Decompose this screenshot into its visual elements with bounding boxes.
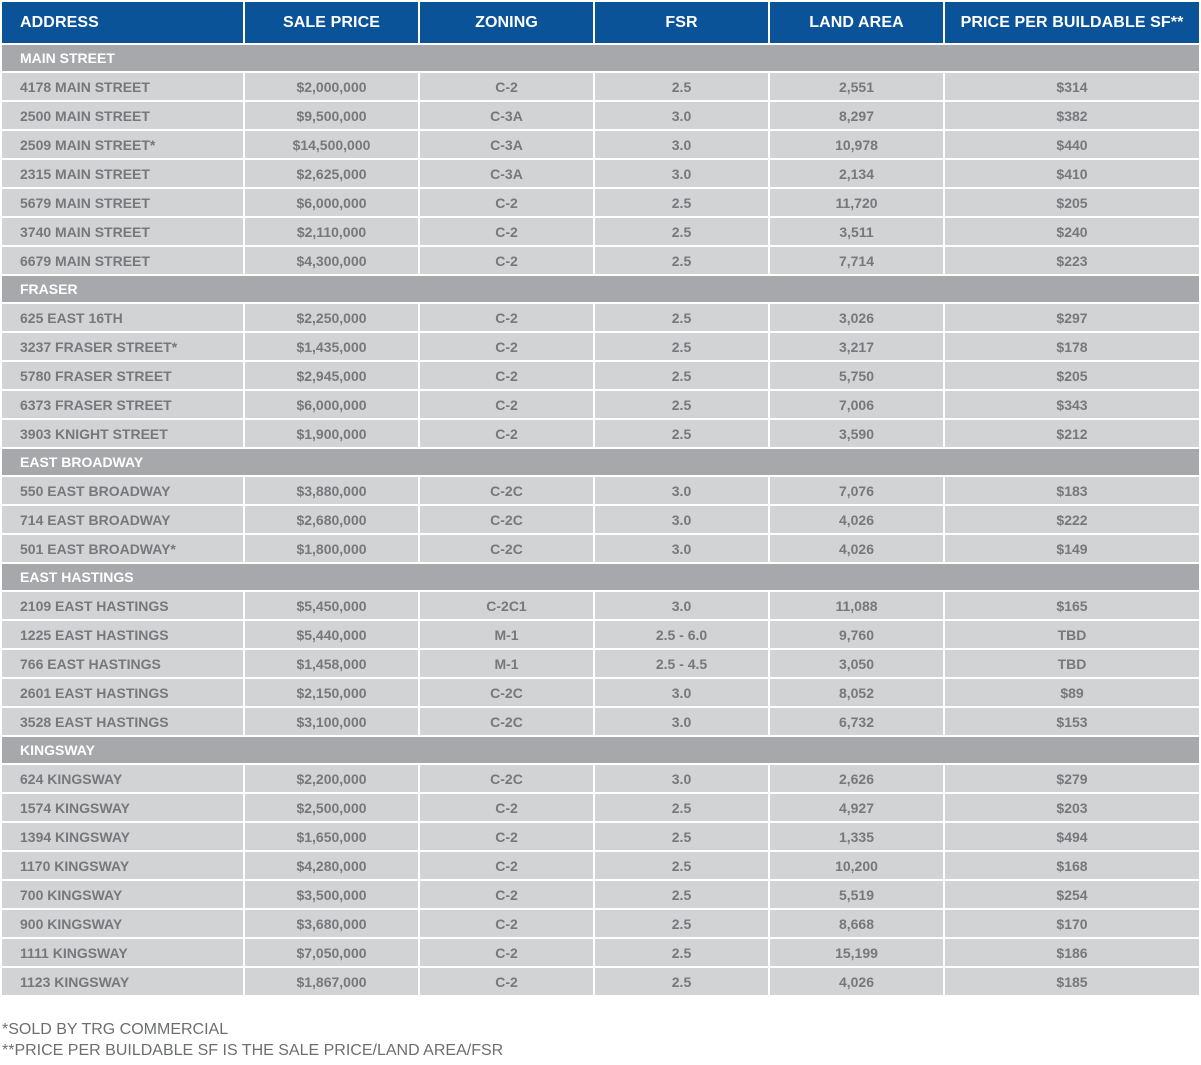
cell-price-per-buildable-sf: $89 (944, 678, 1199, 707)
cell-address: 5679 MAIN STREET (2, 188, 244, 217)
cell-zoning: C-3A (419, 159, 594, 188)
cell-zoning: C-2 (419, 909, 594, 938)
cell-land-area: 2,134 (769, 159, 944, 188)
table-header (2, 2, 1199, 44)
cell-address: 1170 KINGSWAY (2, 851, 244, 880)
cell-fsr: 3.0 (594, 534, 769, 563)
cell-zoning: C-2 (419, 419, 594, 448)
cell-address: 900 KINGSWAY (2, 909, 244, 938)
cell-sale-price: $1,800,000 (244, 534, 419, 563)
cell-zoning: C-2 (419, 188, 594, 217)
table-row (2, 649, 1199, 678)
cell-land-area: 3,590 (769, 419, 944, 448)
cell-sale-price: $2,625,000 (244, 159, 419, 188)
table-row (2, 505, 1199, 534)
cell-sale-price: $2,680,000 (244, 505, 419, 534)
footnote-sold-by: *SOLD BY TRG COMMERCIAL (2, 1021, 229, 1038)
cell-price-per-buildable-sf: TBD (944, 620, 1199, 649)
cell-price-per-buildable-sf: $212 (944, 419, 1199, 448)
cell-address: 501 EAST BROADWAY* (2, 534, 244, 563)
cell-land-area: 6,732 (769, 707, 944, 736)
table-row (2, 822, 1199, 851)
sales-table (2, 2, 1199, 997)
cell-zoning: C-2C (419, 707, 594, 736)
cell-zoning: C-2C (419, 505, 594, 534)
cell-land-area: 3,050 (769, 649, 944, 678)
cell-fsr: 3.0 (594, 130, 769, 159)
cell-land-area: 5,519 (769, 880, 944, 909)
cell-zoning: C-3A (419, 130, 594, 159)
table-row (2, 793, 1199, 822)
cell-sale-price: $4,280,000 (244, 851, 419, 880)
table-row (2, 101, 1199, 130)
cell-price-per-buildable-sf: $178 (944, 332, 1199, 361)
section-title: FRASER (2, 275, 1199, 303)
cell-zoning: C-2 (419, 967, 594, 996)
table-row (2, 764, 1199, 793)
cell-land-area: 4,026 (769, 505, 944, 534)
column-header-fsr: FSR (594, 2, 769, 44)
cell-zoning: C-2 (419, 217, 594, 246)
cell-fsr: 2.5 (594, 938, 769, 967)
cell-zoning: M-1 (419, 620, 594, 649)
cell-price-per-buildable-sf: $183 (944, 476, 1199, 505)
table-row (2, 534, 1199, 563)
cell-land-area: 4,026 (769, 967, 944, 996)
cell-land-area: 10,200 (769, 851, 944, 880)
cell-land-area: 3,026 (769, 303, 944, 332)
cell-price-per-buildable-sf: $440 (944, 130, 1199, 159)
cell-price-per-buildable-sf: $297 (944, 303, 1199, 332)
cell-zoning: C-2 (419, 851, 594, 880)
cell-fsr: 2.5 (594, 188, 769, 217)
cell-fsr: 3.0 (594, 678, 769, 707)
cell-sale-price: $6,000,000 (244, 390, 419, 419)
cell-zoning: C-2 (419, 246, 594, 275)
cell-fsr: 2.5 - 4.5 (594, 649, 769, 678)
cell-land-area: 2,626 (769, 764, 944, 793)
table-row (2, 909, 1199, 938)
cell-price-per-buildable-sf: $410 (944, 159, 1199, 188)
cell-land-area: 7,714 (769, 246, 944, 275)
cell-zoning: C-2 (419, 390, 594, 419)
cell-zoning: M-1 (419, 649, 594, 678)
cell-price-per-buildable-sf: $279 (944, 764, 1199, 793)
table-row (2, 591, 1199, 620)
cell-sale-price: $3,100,000 (244, 707, 419, 736)
footnotes (2, 1019, 503, 1061)
cell-sale-price: $1,867,000 (244, 967, 419, 996)
section-title: MAIN STREET (2, 44, 1199, 72)
section-title: KINGSWAY (2, 736, 1199, 764)
cell-fsr: 2.5 (594, 793, 769, 822)
cell-address: 3237 FRASER STREET* (2, 332, 244, 361)
cell-sale-price: $2,250,000 (244, 303, 419, 332)
table-body (2, 44, 1199, 996)
cell-zoning: C-2 (419, 361, 594, 390)
cell-price-per-buildable-sf: $203 (944, 793, 1199, 822)
cell-fsr: 3.0 (594, 476, 769, 505)
table-row (2, 188, 1199, 217)
cell-zoning: C-2 (419, 332, 594, 361)
cell-zoning: C-2 (419, 72, 594, 101)
cell-address: 700 KINGSWAY (2, 880, 244, 909)
cell-fsr: 2.5 (594, 332, 769, 361)
cell-zoning: C-2C (419, 534, 594, 563)
table-row (2, 707, 1199, 736)
cell-sale-price: $2,945,000 (244, 361, 419, 390)
cell-price-per-buildable-sf: $149 (944, 534, 1199, 563)
cell-land-area: 7,006 (769, 390, 944, 419)
cell-fsr: 2.5 (594, 419, 769, 448)
cell-fsr: 3.0 (594, 159, 769, 188)
table-row (2, 303, 1199, 332)
table-row (2, 159, 1199, 188)
table-row (2, 246, 1199, 275)
cell-sale-price: $14,500,000 (244, 130, 419, 159)
cell-price-per-buildable-sf: $168 (944, 851, 1199, 880)
cell-sale-price: $7,050,000 (244, 938, 419, 967)
cell-fsr: 3.0 (594, 764, 769, 793)
cell-zoning: C-2C (419, 764, 594, 793)
cell-fsr: 2.5 (594, 217, 769, 246)
cell-fsr: 2.5 (594, 822, 769, 851)
cell-fsr: 2.5 (594, 72, 769, 101)
cell-land-area: 8,052 (769, 678, 944, 707)
cell-fsr: 2.5 (594, 909, 769, 938)
column-header-address: ADDRESS (2, 2, 244, 44)
table-row (2, 880, 1199, 909)
cell-fsr: 2.5 (594, 246, 769, 275)
cell-zoning: C-2 (419, 793, 594, 822)
cell-sale-price: $5,450,000 (244, 591, 419, 620)
table-row (2, 967, 1199, 996)
table-row (2, 332, 1199, 361)
cell-address: 2315 MAIN STREET (2, 159, 244, 188)
cell-land-area: 3,511 (769, 217, 944, 246)
cell-sale-price: $1,458,000 (244, 649, 419, 678)
table-row (2, 72, 1199, 101)
cell-fsr: 2.5 (594, 361, 769, 390)
cell-price-per-buildable-sf: $222 (944, 505, 1199, 534)
section-row (2, 44, 1199, 72)
cell-price-per-buildable-sf: TBD (944, 649, 1199, 678)
cell-address: 1123 KINGSWAY (2, 967, 244, 996)
cell-price-per-buildable-sf: $205 (944, 361, 1199, 390)
cell-sale-price: $6,000,000 (244, 188, 419, 217)
footnote-price-definition: **PRICE PER BUILDABLE SF IS THE SALE PRICE/LAND AREA/FSR (2, 1042, 504, 1059)
cell-land-area: 4,026 (769, 534, 944, 563)
cell-land-area: 4,927 (769, 793, 944, 822)
cell-address: 2601 EAST HASTINGS (2, 678, 244, 707)
cell-sale-price: $2,150,000 (244, 678, 419, 707)
cell-land-area: 3,217 (769, 332, 944, 361)
cell-sale-price: $1,435,000 (244, 332, 419, 361)
cell-address: 3740 MAIN STREET (2, 217, 244, 246)
cell-address: 714 EAST BROADWAY (2, 505, 244, 534)
cell-land-area: 8,297 (769, 101, 944, 130)
cell-price-per-buildable-sf: $165 (944, 591, 1199, 620)
cell-address: 1225 EAST HASTINGS (2, 620, 244, 649)
cell-land-area: 11,720 (769, 188, 944, 217)
cell-land-area: 7,076 (769, 476, 944, 505)
section-row (2, 448, 1199, 476)
cell-price-per-buildable-sf: $185 (944, 967, 1199, 996)
cell-sale-price: $3,680,000 (244, 909, 419, 938)
cell-address: 1574 KINGSWAY (2, 793, 244, 822)
cell-zoning: C-2 (419, 880, 594, 909)
cell-sale-price: $4,300,000 (244, 246, 419, 275)
cell-address: 1111 KINGSWAY (2, 938, 244, 967)
cell-sale-price: $1,650,000 (244, 822, 419, 851)
cell-address: 5780 FRASER STREET (2, 361, 244, 390)
cell-zoning: C-2C1 (419, 591, 594, 620)
table-row (2, 851, 1199, 880)
cell-address: 6679 MAIN STREET (2, 246, 244, 275)
cell-zoning: C-2C (419, 476, 594, 505)
table-row (2, 938, 1199, 967)
cell-address: 766 EAST HASTINGS (2, 649, 244, 678)
table-row (2, 217, 1199, 246)
table-row (2, 620, 1199, 649)
cell-land-area: 9,760 (769, 620, 944, 649)
cell-price-per-buildable-sf: $382 (944, 101, 1199, 130)
cell-address: 4178 MAIN STREET (2, 72, 244, 101)
cell-zoning: C-2 (419, 822, 594, 851)
cell-fsr: 3.0 (594, 505, 769, 534)
cell-land-area: 8,668 (769, 909, 944, 938)
cell-land-area: 5,750 (769, 361, 944, 390)
section-title: EAST HASTINGS (2, 563, 1199, 591)
column-header-sale-price: SALE PRICE (244, 2, 419, 44)
cell-price-per-buildable-sf: $240 (944, 217, 1199, 246)
cell-fsr: 2.5 (594, 851, 769, 880)
cell-sale-price: $2,500,000 (244, 793, 419, 822)
cell-price-per-buildable-sf: $314 (944, 72, 1199, 101)
cell-address: 3903 KNIGHT STREET (2, 419, 244, 448)
cell-address: 2500 MAIN STREET (2, 101, 244, 130)
cell-address: 624 KINGSWAY (2, 764, 244, 793)
cell-price-per-buildable-sf: $343 (944, 390, 1199, 419)
cell-sale-price: $3,500,000 (244, 880, 419, 909)
cell-price-per-buildable-sf: $254 (944, 880, 1199, 909)
cell-address: 2509 MAIN STREET* (2, 130, 244, 159)
cell-sale-price: $5,440,000 (244, 620, 419, 649)
section-row (2, 275, 1199, 303)
cell-fsr: 2.5 (594, 390, 769, 419)
cell-price-per-buildable-sf: $223 (944, 246, 1199, 275)
cell-fsr: 2.5 (594, 880, 769, 909)
cell-land-area: 11,088 (769, 591, 944, 620)
cell-price-per-buildable-sf: $186 (944, 938, 1199, 967)
header-row (2, 2, 1199, 44)
column-header-zoning: ZONING (419, 2, 594, 44)
cell-fsr: 2.5 (594, 967, 769, 996)
section-title: EAST BROADWAY (2, 448, 1199, 476)
cell-address: 550 EAST BROADWAY (2, 476, 244, 505)
table-row (2, 419, 1199, 448)
cell-address: 6373 FRASER STREET (2, 390, 244, 419)
cell-sale-price: $2,110,000 (244, 217, 419, 246)
cell-zoning: C-3A (419, 101, 594, 130)
cell-zoning: C-2 (419, 303, 594, 332)
cell-sale-price: $3,880,000 (244, 476, 419, 505)
cell-land-area: 2,551 (769, 72, 944, 101)
cell-fsr: 3.0 (594, 707, 769, 736)
section-row (2, 736, 1199, 764)
column-header-price-per-buildable-sf: PRICE PER BUILDABLE SF** (944, 2, 1199, 44)
cell-address: 3528 EAST HASTINGS (2, 707, 244, 736)
cell-address: 2109 EAST HASTINGS (2, 591, 244, 620)
cell-land-area: 1,335 (769, 822, 944, 851)
column-header-land-area: LAND AREA (769, 2, 944, 44)
cell-fsr: 3.0 (594, 101, 769, 130)
cell-address: 1394 KINGSWAY (2, 822, 244, 851)
cell-zoning: C-2 (419, 938, 594, 967)
cell-price-per-buildable-sf: $494 (944, 822, 1199, 851)
table-row (2, 361, 1199, 390)
cell-address: 625 EAST 16TH (2, 303, 244, 332)
cell-sale-price: $2,000,000 (244, 72, 419, 101)
cell-land-area: 15,199 (769, 938, 944, 967)
table-row (2, 130, 1199, 159)
cell-fsr: 3.0 (594, 591, 769, 620)
cell-price-per-buildable-sf: $170 (944, 909, 1199, 938)
table-row (2, 476, 1199, 505)
cell-sale-price: $9,500,000 (244, 101, 419, 130)
cell-fsr: 2.5 - 6.0 (594, 620, 769, 649)
table-row (2, 678, 1199, 707)
table-row (2, 390, 1199, 419)
section-row (2, 563, 1199, 591)
cell-zoning: C-2C (419, 678, 594, 707)
cell-price-per-buildable-sf: $153 (944, 707, 1199, 736)
cell-price-per-buildable-sf: $205 (944, 188, 1199, 217)
cell-sale-price: $1,900,000 (244, 419, 419, 448)
cell-sale-price: $2,200,000 (244, 764, 419, 793)
cell-fsr: 2.5 (594, 303, 769, 332)
cell-land-area: 10,978 (769, 130, 944, 159)
